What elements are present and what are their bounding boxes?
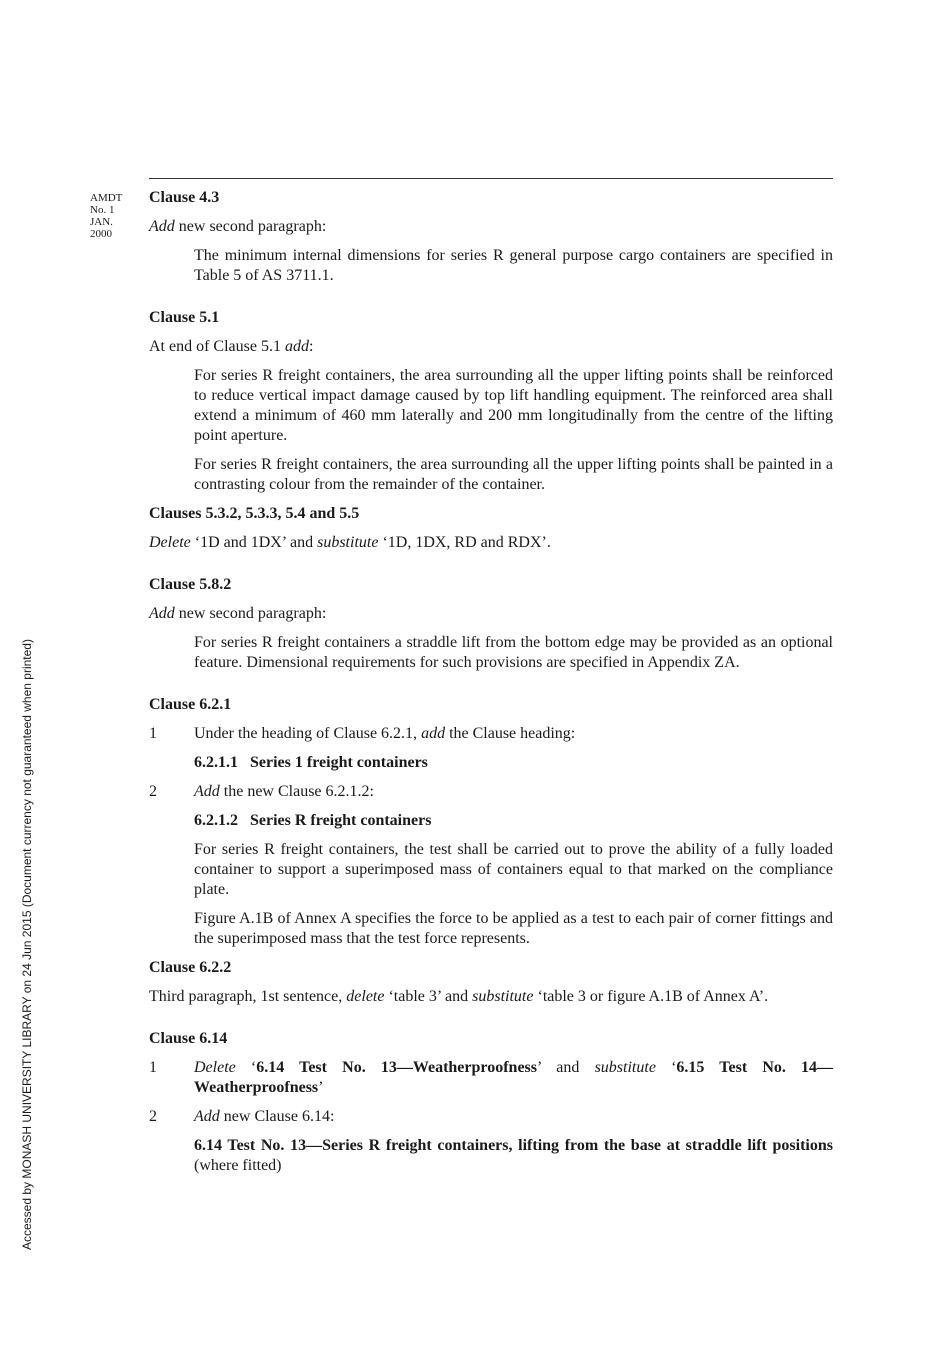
amendment-text: For series R freight containers, the area surrounding all the upper lifting points shall be reinforced to reduce vertical impact damage caused by top lift handling equipment. The reinforced area shall extend a minimum of 460 mm laterally and 200 mm longitudinally from the centre of the lifting point aperture. bbox=[194, 367, 833, 444]
amendment-line: 2000 bbox=[90, 228, 112, 240]
clause-heading: Clauses 5.3.2, 5.3.3, 5.4 and 5.5 bbox=[149, 505, 360, 522]
clause-heading: Clause 6.14 bbox=[149, 1030, 228, 1047]
clause-heading: Clause 5.1 bbox=[149, 309, 220, 326]
amendment-text: For series R freight containers, the area surrounding all the upper lifting points shall be painted in a contrasting colour from the remainder of the container. bbox=[194, 456, 833, 493]
numbered-instruction: 1 Delete ‘6.14 Test No. 13—Weatherproofness’ and substitute ‘6.15 Test No. 14—Weatherproofness’ bbox=[149, 1059, 834, 1096]
amendment-line: No. 1 bbox=[90, 204, 115, 216]
amendment-text: The minimum internal dimensions for series R general purpose cargo containers are specified in Table 5 of AS 3711.1. bbox=[194, 247, 833, 284]
numbered-instruction: 1 Under the heading of Clause 6.2.1, add the Clause heading: bbox=[149, 725, 576, 742]
instruction: Add new second paragraph: bbox=[149, 218, 327, 235]
instruction: Add new second paragraph: bbox=[149, 605, 327, 622]
amendment-note bbox=[90, 192, 122, 240]
top-rule bbox=[149, 178, 833, 179]
numbered-instruction: 2 Add the new Clause 6.2.1.2: bbox=[149, 783, 374, 800]
sub-clause-heading: 6.2.1.2 Series R freight containers bbox=[194, 812, 432, 829]
clause-heading: Clause 4.3 bbox=[149, 189, 220, 206]
access-watermark: Accessed by MONASH UNIVERSITY LIBRARY on 24 Jun 2015 (Document currency not guaranteed when printed) bbox=[20, 639, 34, 1250]
amendment-text: For series R freight containers a straddle lift from the bottom edge may be provided as an optional feature. Dimensional requirements for such provisions are specified in Appendix ZA. bbox=[194, 634, 833, 671]
clause-heading: Clause 6.2.2 bbox=[149, 959, 232, 976]
amendment-text: Figure A.1B of Annex A specifies the force to be applied as a test to each pair of corner fittings and the superimposed mass that the test force represents. bbox=[194, 910, 833, 947]
amendment-line: JAN. bbox=[90, 216, 113, 228]
clause-heading: Clause 5.8.2 bbox=[149, 576, 232, 593]
instruction: At end of Clause 5.1 add: bbox=[149, 338, 314, 355]
sub-clause-heading: 6.14 Test No. 13—Series R freight containers, lifting from the base at straddle lift positions (where fitted) bbox=[194, 1137, 833, 1174]
clause-heading: Clause 6.2.1 bbox=[149, 696, 232, 713]
instruction: Third paragraph, 1st sentence, delete ‘table 3’ and substitute ‘table 3 or figure A.1B of Annex A’. bbox=[149, 988, 769, 1005]
numbered-instruction: 2 Add new Clause 6.14: bbox=[149, 1108, 335, 1125]
instruction: Delete ‘1D and 1DX’ and substitute ‘1D, 1DX, RD and RDX’. bbox=[149, 534, 551, 551]
sub-clause-heading: 6.2.1.1 Series 1 freight containers bbox=[194, 754, 428, 771]
document-body bbox=[149, 188, 833, 1185]
amendment-text: For series R freight containers, the test shall be carried out to prove the ability of a fully loaded container to support a superimposed mass of containers equal to that marked on the compliance plate. bbox=[194, 841, 833, 898]
amendment-line: AMDT bbox=[90, 192, 123, 204]
